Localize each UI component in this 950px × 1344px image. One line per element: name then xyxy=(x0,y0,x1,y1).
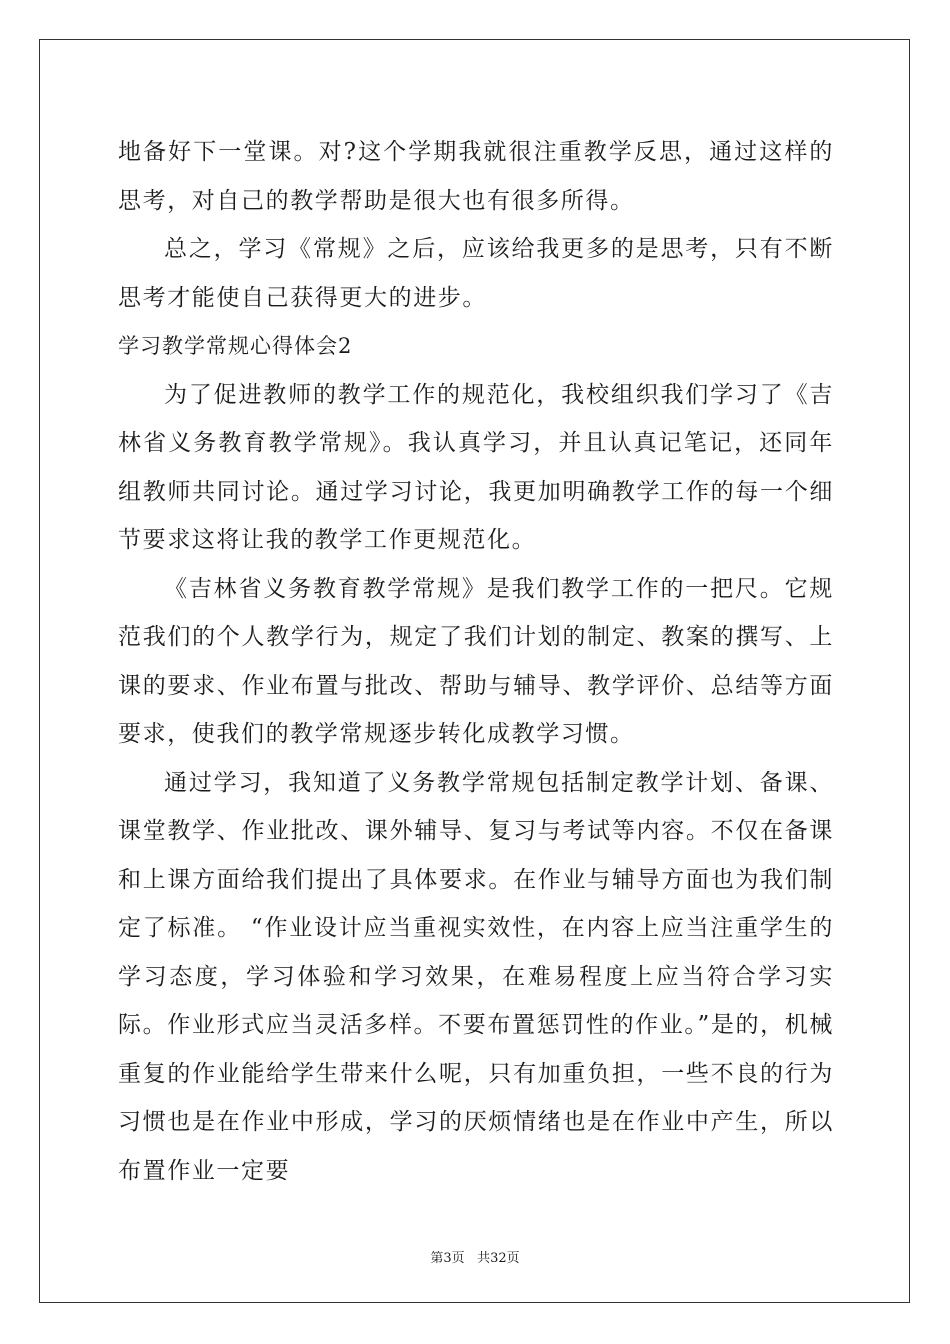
section-heading: 学习教学常规心得体会2 xyxy=(118,334,353,358)
page-number: 第3页 xyxy=(430,1251,465,1266)
paragraph-homework: 通过学习，我知道了义务教学常规包括制定教学计划、备课、课堂教学、作业批改、课外辅导、复习与考试等内容。不仅在备课和上课方面给我们提出了具体要求。在作业与辅导方面也为我们制定了标准。 “作业设计应当重视实效性，在内容上应当注重学生的学习态度，学习体验和学习效果，在难易程度上应当符合学习实际。作业形式应当灵活多样。不要布置惩罚性的作业。”是的，机械重复的作业能给学生带来什么呢，只有加重负担，一些不良的行为习惯也是在作业中形成，学习的厌烦情绪也是在作业中产生，所以布置作业一定要 xyxy=(118,769,834,1184)
paragraph-continuation: 地备好下一堂课。对?这个学期我就很注重教学反思，通过这样的思考，对自己的教学帮助是很大也有很多所得。 xyxy=(118,139,834,214)
page-total: 共32页 xyxy=(477,1251,520,1266)
paragraph-intro: 为了促进教师的教学工作的规范化，我校组织我们学习了《吉林省义务教育教学常规》。我认真学习，并且认真记笔记，还同年组教师共同讨论。通过学习讨论，我更加明确教学工作的每一个细节要求这将让我的教学工作更规范化。 xyxy=(118,381,834,553)
document-body xyxy=(118,128,834,1195)
paragraph-conclusion: 总之，学习《常规》之后，应该给我更多的是思考，只有不断思考才能使自己获得更大的进步。 xyxy=(118,236,834,311)
paragraph-regulations: 《吉林省义务教育教学常规》是我们教学工作的一把尺。它规范我们的个人教学行为，规定了我们计划的制定、教案的撰写、上课的要求、作业布置与批改、帮助与辅导、教学评价、总结等方面要求，使我们的教学常规逐步转化成教学习惯。 xyxy=(118,575,834,747)
page-footer xyxy=(0,1247,950,1266)
